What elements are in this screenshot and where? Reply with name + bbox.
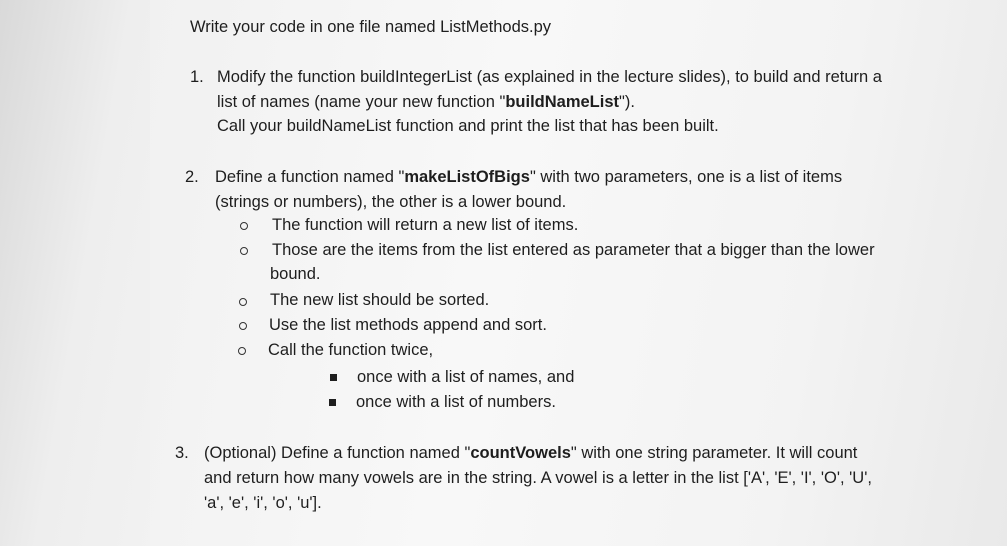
item-2-bullet-3: The new list should be sorted. bbox=[270, 291, 490, 309]
item-3-number: 3. bbox=[175, 444, 189, 462]
item-2-line-1: Define a function named "makeListOfBigs" with two parameters, one is a list of items bbox=[215, 168, 843, 186]
item-3-line-2: and return how many vowels are in the string. A vowel is a letter in the list ['A', 'E', 'I', 'O', 'U', bbox=[204, 469, 872, 487]
item-1-line-3: Call your buildNameList function and print the list that has been built. bbox=[217, 117, 719, 135]
item-3-line-1: (Optional) Define a function named "countVowels" with one string parameter. It will count bbox=[204, 444, 858, 462]
item-2-number: 2. bbox=[185, 168, 199, 186]
bullet-circle bbox=[240, 222, 248, 230]
item-1-line-1: Modify the function buildIntegerList (as explained in the lecture slides), to build and return a bbox=[217, 68, 882, 86]
item-2-bullet-1: The function will return a new list of items. bbox=[272, 216, 579, 234]
bullet-square bbox=[330, 374, 337, 381]
item-2-bullet-5: Call the function twice, bbox=[268, 341, 434, 359]
item-2-subbullet-1: once with a list of names, and bbox=[357, 368, 575, 386]
bullet-circle bbox=[239, 322, 247, 330]
bullet-square bbox=[329, 399, 336, 406]
item-1-number: 1. bbox=[190, 68, 204, 86]
item-2-line-2: (strings or numbers), the other is a lower bound. bbox=[215, 193, 567, 211]
bullet-circle bbox=[239, 298, 247, 306]
item-2-bullet-2-cont: bound. bbox=[270, 265, 321, 283]
bullet-circle bbox=[240, 247, 248, 255]
item-3-line-3: 'a', 'e', 'i', 'o', 'u']. bbox=[204, 494, 322, 512]
item-2-bullet-4: Use the list methods append and sort. bbox=[269, 316, 547, 334]
item-2-bullet-2: Those are the items from the list entered as parameter that a bigger than the lower bbox=[272, 241, 875, 259]
item-1-line-2: list of names (name your new function "buildNameList"). bbox=[217, 93, 635, 111]
bullet-circle bbox=[238, 347, 246, 355]
heading: Write your code in one file named ListMethods.py bbox=[190, 18, 552, 36]
item-2-subbullet-2: once with a list of numbers. bbox=[356, 393, 556, 411]
